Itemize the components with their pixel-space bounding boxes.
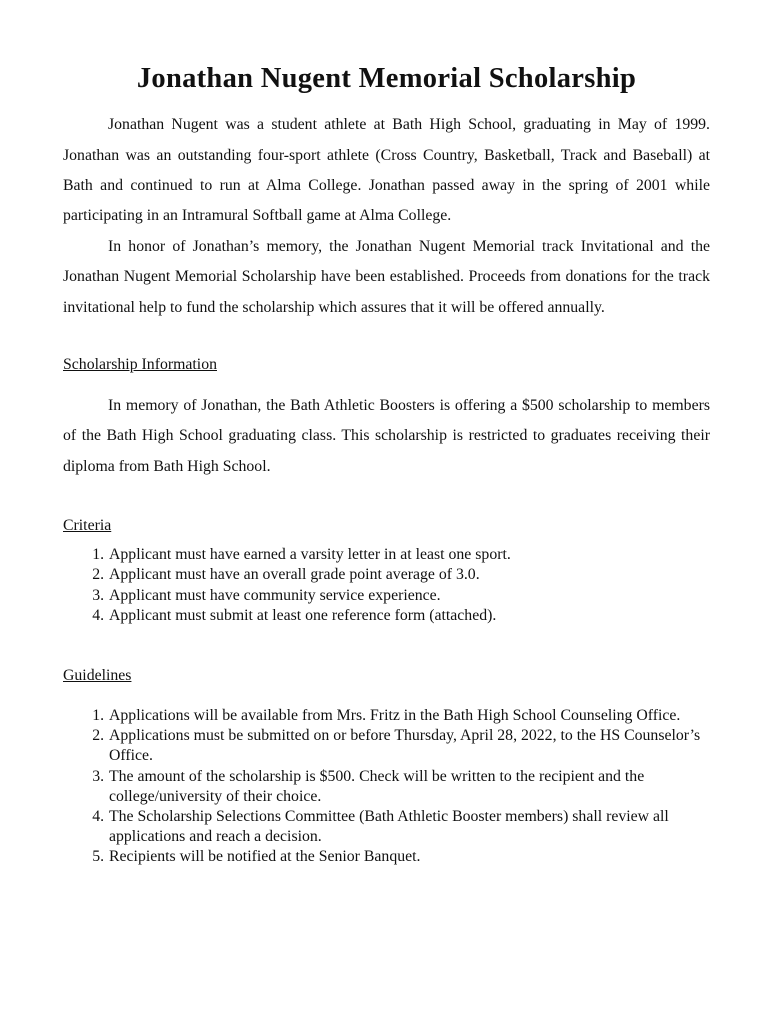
criteria-item-2: 2. Applicant must have an overall grade point average of 3.0. bbox=[108, 565, 710, 585]
guidelines-list bbox=[63, 706, 710, 868]
scholarship-info-heading: Scholarship Information bbox=[63, 356, 217, 374]
guidelines-item-4: 4. The Scholarship Selections Committee (Bath Athletic Booster members) shall review all applications and reach a decision. bbox=[108, 807, 710, 847]
criteria-heading: Criteria bbox=[63, 517, 112, 535]
guidelines-item-2: 2. Applications must be submitted on or before Thursday, April 28, 2022, to the HS Counselor’s Office. bbox=[108, 726, 710, 766]
criteria-item-4: 4. Applicant must submit at least one reference form (attached). bbox=[108, 606, 710, 626]
guidelines-item-1: 1. Applications will be available from Mrs. Fritz in the Bath High School Counseling Office. bbox=[108, 706, 710, 726]
criteria-list bbox=[63, 545, 710, 626]
criteria-item-3: 3. Applicant must have community service experience. bbox=[108, 586, 710, 606]
criteria-item-1: 1. Applicant must have earned a varsity letter in at least one sport. bbox=[108, 545, 710, 565]
intro-paragraph-2: In honor of Jonathan’s memory, the Jonathan Nugent Memorial track Invitational and the Jonathan Nugent Memorial Scholarship have been established. Proceeds from donations for the track invitational help to fund the scholarship which assures that it will be offered annually. bbox=[63, 237, 710, 316]
scholarship-info-paragraph: In memory of Jonathan, the Bath Athletic Boosters is offering a $500 scholarship to members of the Bath High School graduating class. This scholarship is restricted to graduates receiving their diploma from Bath High School. bbox=[63, 397, 710, 475]
intro-paragraph-1: Jonathan Nugent was a student athlete at Bath High School, graduating in May of 1999. Jonathan was an outstanding four-sport athlete (Cross Country, Basketball, Track and Baseball) at Bath and continued to run at Alma College. Jonathan passed away in the spring of 2001 while participating in an Intramural Softball game at Alma College. bbox=[63, 116, 710, 225]
guidelines-item-5: 5. Recipients will be notified at the Senior Banquet. bbox=[108, 847, 710, 867]
guidelines-item-3: 3. The amount of the scholarship is $500. Check will be written to the recipient and the college/university of their choice. bbox=[108, 767, 710, 807]
page-title: Jonathan Nugent Memorial Scholarship bbox=[136, 63, 637, 94]
guidelines-heading: Guidelines bbox=[63, 667, 132, 685]
